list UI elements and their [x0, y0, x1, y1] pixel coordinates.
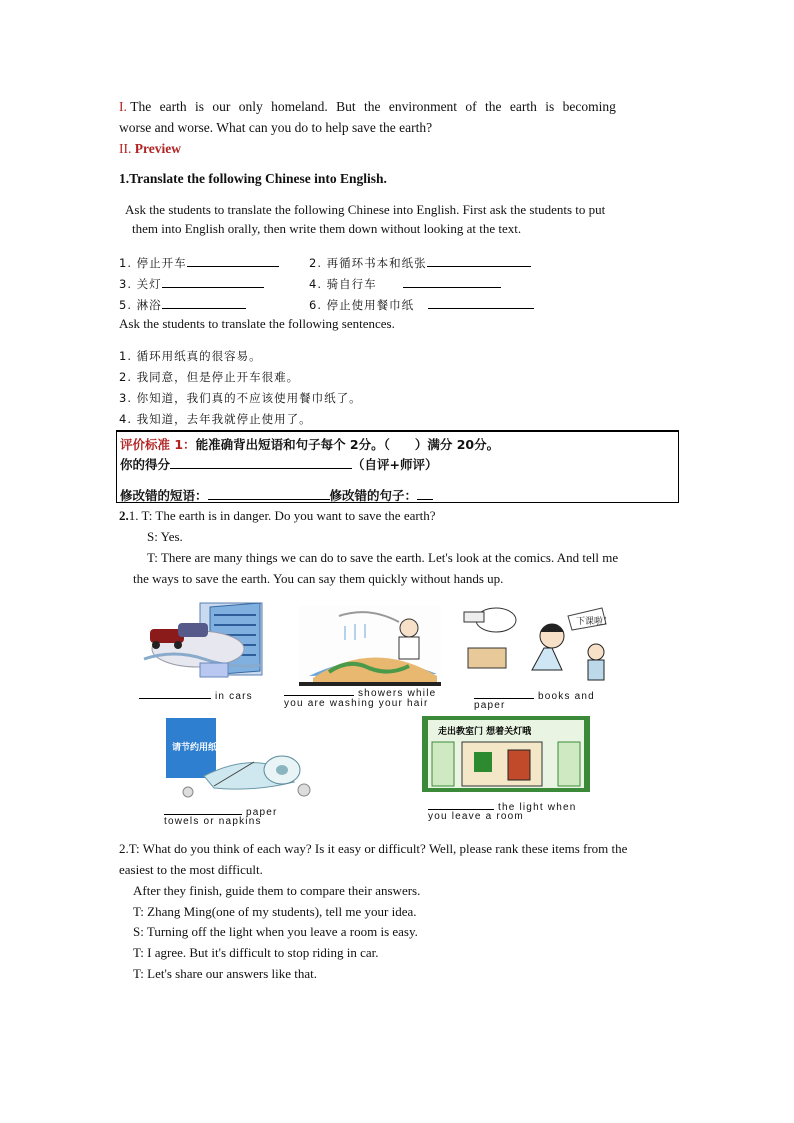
corrections-line: 修改错的短语： 修改错的句子：: [120, 486, 433, 504]
caption-blank[interactable]: [474, 689, 534, 699]
comic-cars-image: [140, 601, 270, 681]
dialogue-line: S: Yes.: [147, 529, 183, 544]
sentences-intro: Ask the students to translate the following sentences.: [119, 316, 395, 331]
ranking-line: 2.T: What do you think of each way? Is it easy or difficult? Well, please rank these items from the: [119, 841, 628, 856]
task-intro-line-1: Ask the students to translate the following Chinese into English. First ask the students to put: [125, 202, 606, 217]
ranking-line: T: Let's share our answers like that.: [133, 966, 317, 981]
score-blank[interactable]: [170, 456, 352, 469]
dialogue-line: T: There are many things we can do to save the earth. Let's look at the comics. And tell me: [147, 550, 619, 565]
comic-sign-text: 走出教室门 想着关灯哦: [438, 727, 532, 737]
caption-paper-2: towels or napkins: [164, 816, 262, 827]
evaluation-criteria: 评价标准 1：能准确背出短语和句子每个 2分。（ ）满分 20分。: [120, 437, 500, 452]
section-title: Preview: [134, 141, 181, 156]
dialogue-line: 2.1. T: The earth is in danger. Do you want to save the earth?: [119, 508, 436, 523]
ranking-line: T: Zhang Ming(one of my students), tell me your idea.: [133, 904, 417, 919]
ranking-line: easiest to the most difficult.: [119, 862, 263, 877]
intro-line-2: worse and worse. What can you do to help save the earth?: [119, 120, 433, 135]
poster-left-text: 请节约用纸！: [172, 743, 227, 753]
section-heading: [119, 141, 181, 157]
phrase-item: 2. 再循环书本和纸张: [309, 254, 531, 271]
ranking-line: S: Turning off the light when you leave a room is easy.: [133, 924, 418, 939]
caption-books: books and: [474, 689, 595, 702]
caption-cars: in cars: [139, 689, 253, 702]
caption-light-2: you leave a room: [428, 811, 524, 822]
sentence-item: 1. 循环用纸真的很容易。: [119, 349, 262, 363]
task-heading: 1.Translate the following Chinese into English.: [119, 171, 387, 186]
ranking-line: T: I agree. But it's difficult to stop riding in car.: [133, 945, 379, 960]
caption-blank[interactable]: [284, 686, 354, 696]
answer-blank[interactable]: [428, 296, 534, 309]
phrase-item: 3. 关灯: [119, 275, 264, 292]
caption-paper: paper: [164, 805, 278, 818]
sentence-item: 4. 我知道，去年我就停止使用了。: [119, 412, 312, 426]
comic-light-image: [422, 716, 590, 792]
caption-shower: showers while: [284, 686, 436, 699]
corrections-blank[interactable]: [208, 487, 330, 500]
caption-light: the light when: [428, 800, 577, 813]
comic-bubble-text: 下课啦！: [576, 617, 613, 627]
dialogue-line: the ways to save the earth. You can say them quickly without hands up.: [133, 571, 504, 586]
comic-classroom-image: [456, 602, 614, 686]
caption-shower-2: you are washing your hair: [284, 698, 429, 709]
section-number: I.: [119, 99, 127, 114]
task-intro-line-2: them into English orally, then write them down without looking at the text.: [132, 221, 522, 236]
answer-blank[interactable]: [162, 275, 264, 288]
evaluation-box: [116, 430, 679, 503]
sentence-item: 2. 我同意，但是停止开车很难。: [119, 370, 300, 384]
score-line: 你的得分 （自评+师评）: [120, 457, 438, 472]
evaluation-label: 评价标准 1：: [120, 437, 196, 452]
intro-paragraph: [119, 99, 616, 115]
answer-blank[interactable]: [162, 296, 246, 309]
answer-blank[interactable]: [187, 254, 279, 267]
ranking-line: After they finish, guide them to compare their answers.: [133, 883, 421, 898]
phrase-item: 5. 淋浴: [119, 296, 246, 313]
caption-books-2: paper: [474, 700, 506, 711]
caption-blank[interactable]: [428, 800, 494, 810]
caption-blank[interactable]: [164, 805, 242, 815]
corrections-blank[interactable]: [417, 487, 433, 500]
comic-paper-image: [164, 716, 314, 798]
phrase-item: 4. 骑自行车: [309, 275, 501, 292]
phrase-item: 1. 停止开车: [119, 254, 279, 271]
caption-blank[interactable]: [139, 689, 211, 699]
answer-blank[interactable]: [427, 254, 531, 267]
comic-shower-image: [299, 606, 441, 686]
section-number: II.: [119, 141, 132, 156]
sentence-item: 3. 你知道，我们真的不应该使用餐巾纸了。: [119, 391, 362, 405]
intro-line-1: The earth is our only homeland. But the environment of the earth is becoming: [130, 99, 616, 114]
answer-blank[interactable]: [403, 275, 501, 288]
phrase-item: 6. 停止使用餐巾纸: [309, 296, 534, 313]
